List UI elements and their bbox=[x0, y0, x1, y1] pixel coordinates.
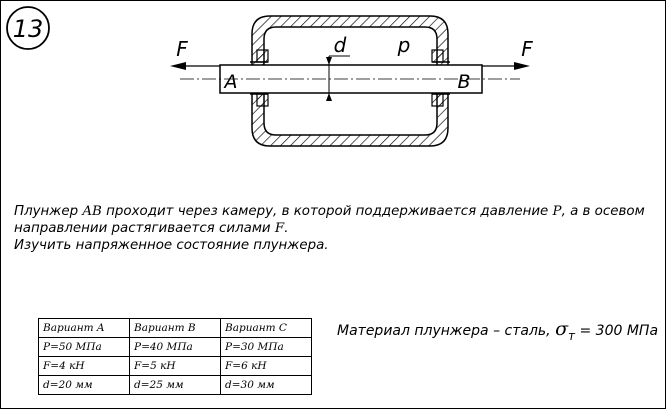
text-fragment: направлении растягивается силами bbox=[14, 221, 271, 236]
force-label-right: F bbox=[521, 37, 533, 61]
text-fragment: . bbox=[284, 221, 289, 236]
table-row bbox=[39, 338, 312, 357]
table-cell: F=4 кН bbox=[39, 357, 130, 376]
text-fragment: Плунжер bbox=[14, 204, 79, 219]
pressure-label: p bbox=[397, 33, 411, 57]
header-variant-b: Вариант B bbox=[130, 319, 221, 338]
variable-f: F bbox=[274, 221, 285, 236]
table-cell: P=50 МПа bbox=[39, 338, 130, 357]
table-cell: d=20 мм bbox=[39, 376, 130, 395]
problem-line-3: Изучить напряженное состояние плунжера. bbox=[14, 238, 329, 253]
force-label-left: F bbox=[176, 37, 188, 61]
diameter-label: d bbox=[333, 33, 347, 57]
problem-number-badge bbox=[7, 7, 49, 49]
sigma-symbol bbox=[555, 318, 576, 343]
problem-line-2 bbox=[14, 220, 654, 237]
sigma-letter: σ bbox=[555, 318, 569, 340]
table-header-row bbox=[39, 319, 312, 338]
text-fragment: проходит через камеру, в которой поддерживается давление bbox=[106, 204, 549, 219]
force-arrow-left bbox=[170, 37, 220, 70]
header-variant-a: Вариант A bbox=[39, 319, 130, 338]
text-fragment: , а в осевом bbox=[561, 204, 645, 219]
end-label-a: A bbox=[224, 71, 238, 93]
table-cell: F=6 кН bbox=[221, 357, 312, 376]
end-label-b: B bbox=[457, 71, 471, 93]
plunger-figure bbox=[0, 0, 666, 200]
sigma-subscript: т bbox=[568, 328, 576, 343]
variants-table bbox=[38, 318, 312, 395]
force-arrow-right bbox=[482, 37, 533, 70]
material-text: Материал плунжера – сталь, bbox=[337, 323, 551, 339]
table-cell: P=40 МПа bbox=[130, 338, 221, 357]
problem-line-1 bbox=[14, 203, 654, 220]
table-cell: d=25 мм bbox=[130, 376, 221, 395]
variable-p: P bbox=[552, 204, 562, 219]
material-note bbox=[337, 318, 658, 343]
problem-statement bbox=[14, 203, 654, 254]
variable-ab: AB bbox=[82, 204, 102, 219]
table-cell: F=5 кН bbox=[130, 357, 221, 376]
table-cell: d=30 мм bbox=[221, 376, 312, 395]
table-cell: P=30 МПа bbox=[221, 338, 312, 357]
table-row bbox=[39, 357, 312, 376]
header-variant-c: Вариант C bbox=[221, 319, 312, 338]
problem-number: 13 bbox=[12, 15, 44, 43]
table-row bbox=[39, 376, 312, 395]
material-value: = 300 МПа bbox=[579, 323, 659, 339]
